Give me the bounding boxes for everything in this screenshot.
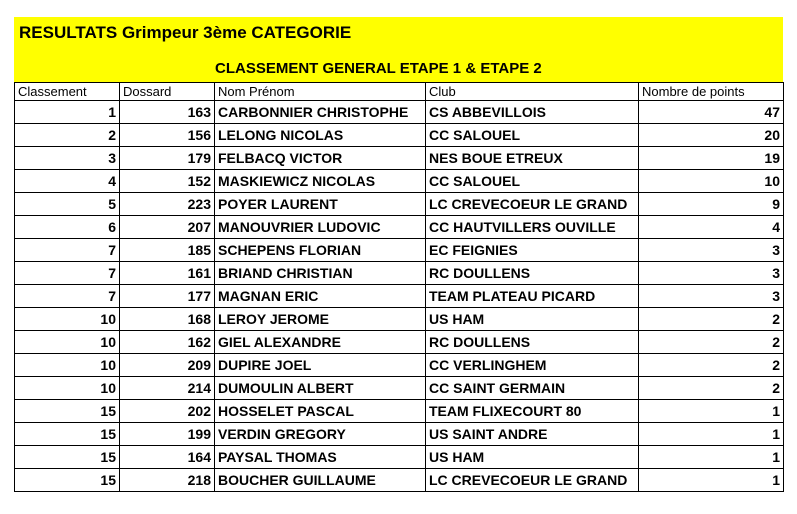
cell-points: 3: [639, 262, 784, 285]
cell-club: LC CREVECOEUR LE GRAND: [426, 469, 639, 492]
cell-dossard: 168: [120, 308, 215, 331]
column-header-classement: Classement: [15, 83, 120, 101]
cell-classement: 7: [15, 262, 120, 285]
table-row: [15, 124, 784, 147]
cell-points: 9: [639, 193, 784, 216]
cell-nom: BRIAND CHRISTIAN: [215, 262, 426, 285]
cell-classement: 10: [15, 308, 120, 331]
cell-dossard: 177: [120, 285, 215, 308]
cell-points: 1: [639, 400, 784, 423]
cell-club: CS ABBEVILLOIS: [426, 101, 639, 124]
table-row: [15, 170, 784, 193]
column-header-club: Club: [426, 83, 639, 101]
table-row: [15, 400, 784, 423]
cell-nom: LEROY JEROME: [215, 308, 426, 331]
cell-dossard: 202: [120, 400, 215, 423]
cell-classement: 7: [15, 239, 120, 262]
cell-points: 10: [639, 170, 784, 193]
table-row: [15, 285, 784, 308]
cell-points: 1: [639, 423, 784, 446]
title-banner: [14, 17, 783, 82]
column-header-points: Nombre de points: [639, 83, 784, 101]
cell-nom: VERDIN GREGORY: [215, 423, 426, 446]
cell-points: 2: [639, 354, 784, 377]
cell-points: 3: [639, 239, 784, 262]
table-row: [15, 446, 784, 469]
cell-points: 1: [639, 469, 784, 492]
cell-points: 2: [639, 331, 784, 354]
cell-club: RC DOULLENS: [426, 262, 639, 285]
cell-nom: CARBONNIER CHRISTOPHE: [215, 101, 426, 124]
cell-nom: FELBACQ VICTOR: [215, 147, 426, 170]
cell-club: EC FEIGNIES: [426, 239, 639, 262]
cell-classement: 2: [15, 124, 120, 147]
cell-dossard: 209: [120, 354, 215, 377]
cell-classement: 3: [15, 147, 120, 170]
table-row: [15, 101, 784, 124]
table-row: [15, 239, 784, 262]
cell-dossard: 199: [120, 423, 215, 446]
cell-club: LC CREVECOEUR LE GRAND: [426, 193, 639, 216]
cell-points: 4: [639, 216, 784, 239]
table-row: [15, 377, 784, 400]
table-row: [15, 331, 784, 354]
cell-club: CC VERLINGHEM: [426, 354, 639, 377]
results-table: [14, 82, 784, 492]
cell-nom: GIEL ALEXANDRE: [215, 331, 426, 354]
cell-nom: HOSSELET PASCAL: [215, 400, 426, 423]
cell-dossard: 207: [120, 216, 215, 239]
table-row: [15, 262, 784, 285]
results-sheet: [14, 17, 783, 492]
cell-dossard: 179: [120, 147, 215, 170]
table-row: [15, 423, 784, 446]
cell-nom: SCHEPENS FLORIAN: [215, 239, 426, 262]
cell-points: 20: [639, 124, 784, 147]
cell-dossard: 218: [120, 469, 215, 492]
cell-classement: 4: [15, 170, 120, 193]
cell-club: US SAINT ANDRE: [426, 423, 639, 446]
table-row: [15, 147, 784, 170]
cell-classement: 15: [15, 400, 120, 423]
cell-nom: MANOUVRIER LUDOVIC: [215, 216, 426, 239]
table-header-row: [15, 83, 784, 101]
column-header-dossard: Dossard: [120, 83, 215, 101]
cell-club: TEAM FLIXECOURT 80: [426, 400, 639, 423]
cell-club: CC SALOUEL: [426, 170, 639, 193]
page-subtitle: CLASSEMENT GENERAL ETAPE 1 & ETAPE 2: [215, 60, 542, 77]
cell-nom: MAGNAN ERIC: [215, 285, 426, 308]
table-row: [15, 308, 784, 331]
cell-points: 2: [639, 308, 784, 331]
cell-dossard: 164: [120, 446, 215, 469]
column-header-nom: Nom Prénom: [215, 83, 426, 101]
cell-classement: 15: [15, 446, 120, 469]
cell-nom: BOUCHER GUILLAUME: [215, 469, 426, 492]
cell-club: CC SALOUEL: [426, 124, 639, 147]
cell-classement: 7: [15, 285, 120, 308]
cell-club: RC DOULLENS: [426, 331, 639, 354]
cell-dossard: 161: [120, 262, 215, 285]
cell-club: US HAM: [426, 446, 639, 469]
cell-dossard: 152: [120, 170, 215, 193]
table-row: [15, 354, 784, 377]
cell-dossard: 162: [120, 331, 215, 354]
table-row: [15, 469, 784, 492]
cell-dossard: 185: [120, 239, 215, 262]
cell-club: US HAM: [426, 308, 639, 331]
cell-classement: 15: [15, 423, 120, 446]
cell-points: 2: [639, 377, 784, 400]
cell-nom: POYER LAURENT: [215, 193, 426, 216]
cell-points: 19: [639, 147, 784, 170]
cell-nom: LELONG NICOLAS: [215, 124, 426, 147]
cell-points: 47: [639, 101, 784, 124]
table-row: [15, 216, 784, 239]
page-title: RESULTATS Grimpeur 3ème CATEGORIE: [19, 23, 352, 42]
cell-classement: 15: [15, 469, 120, 492]
cell-club: CC HAUTVILLERS OUVILLE: [426, 216, 639, 239]
cell-classement: 1: [15, 101, 120, 124]
cell-classement: 10: [15, 377, 120, 400]
cell-dossard: 156: [120, 124, 215, 147]
cell-club: NES BOUE ETREUX: [426, 147, 639, 170]
cell-nom: PAYSAL THOMAS: [215, 446, 426, 469]
cell-classement: 6: [15, 216, 120, 239]
cell-points: 1: [639, 446, 784, 469]
cell-points: 3: [639, 285, 784, 308]
cell-club: CC SAINT GERMAIN: [426, 377, 639, 400]
cell-club: TEAM PLATEAU PICARD: [426, 285, 639, 308]
table-row: [15, 193, 784, 216]
cell-classement: 10: [15, 354, 120, 377]
cell-dossard: 223: [120, 193, 215, 216]
cell-nom: MASKIEWICZ NICOLAS: [215, 170, 426, 193]
cell-dossard: 163: [120, 101, 215, 124]
cell-dossard: 214: [120, 377, 215, 400]
cell-classement: 10: [15, 331, 120, 354]
cell-nom: DUMOULIN ALBERT: [215, 377, 426, 400]
cell-nom: DUPIRE JOEL: [215, 354, 426, 377]
cell-classement: 5: [15, 193, 120, 216]
